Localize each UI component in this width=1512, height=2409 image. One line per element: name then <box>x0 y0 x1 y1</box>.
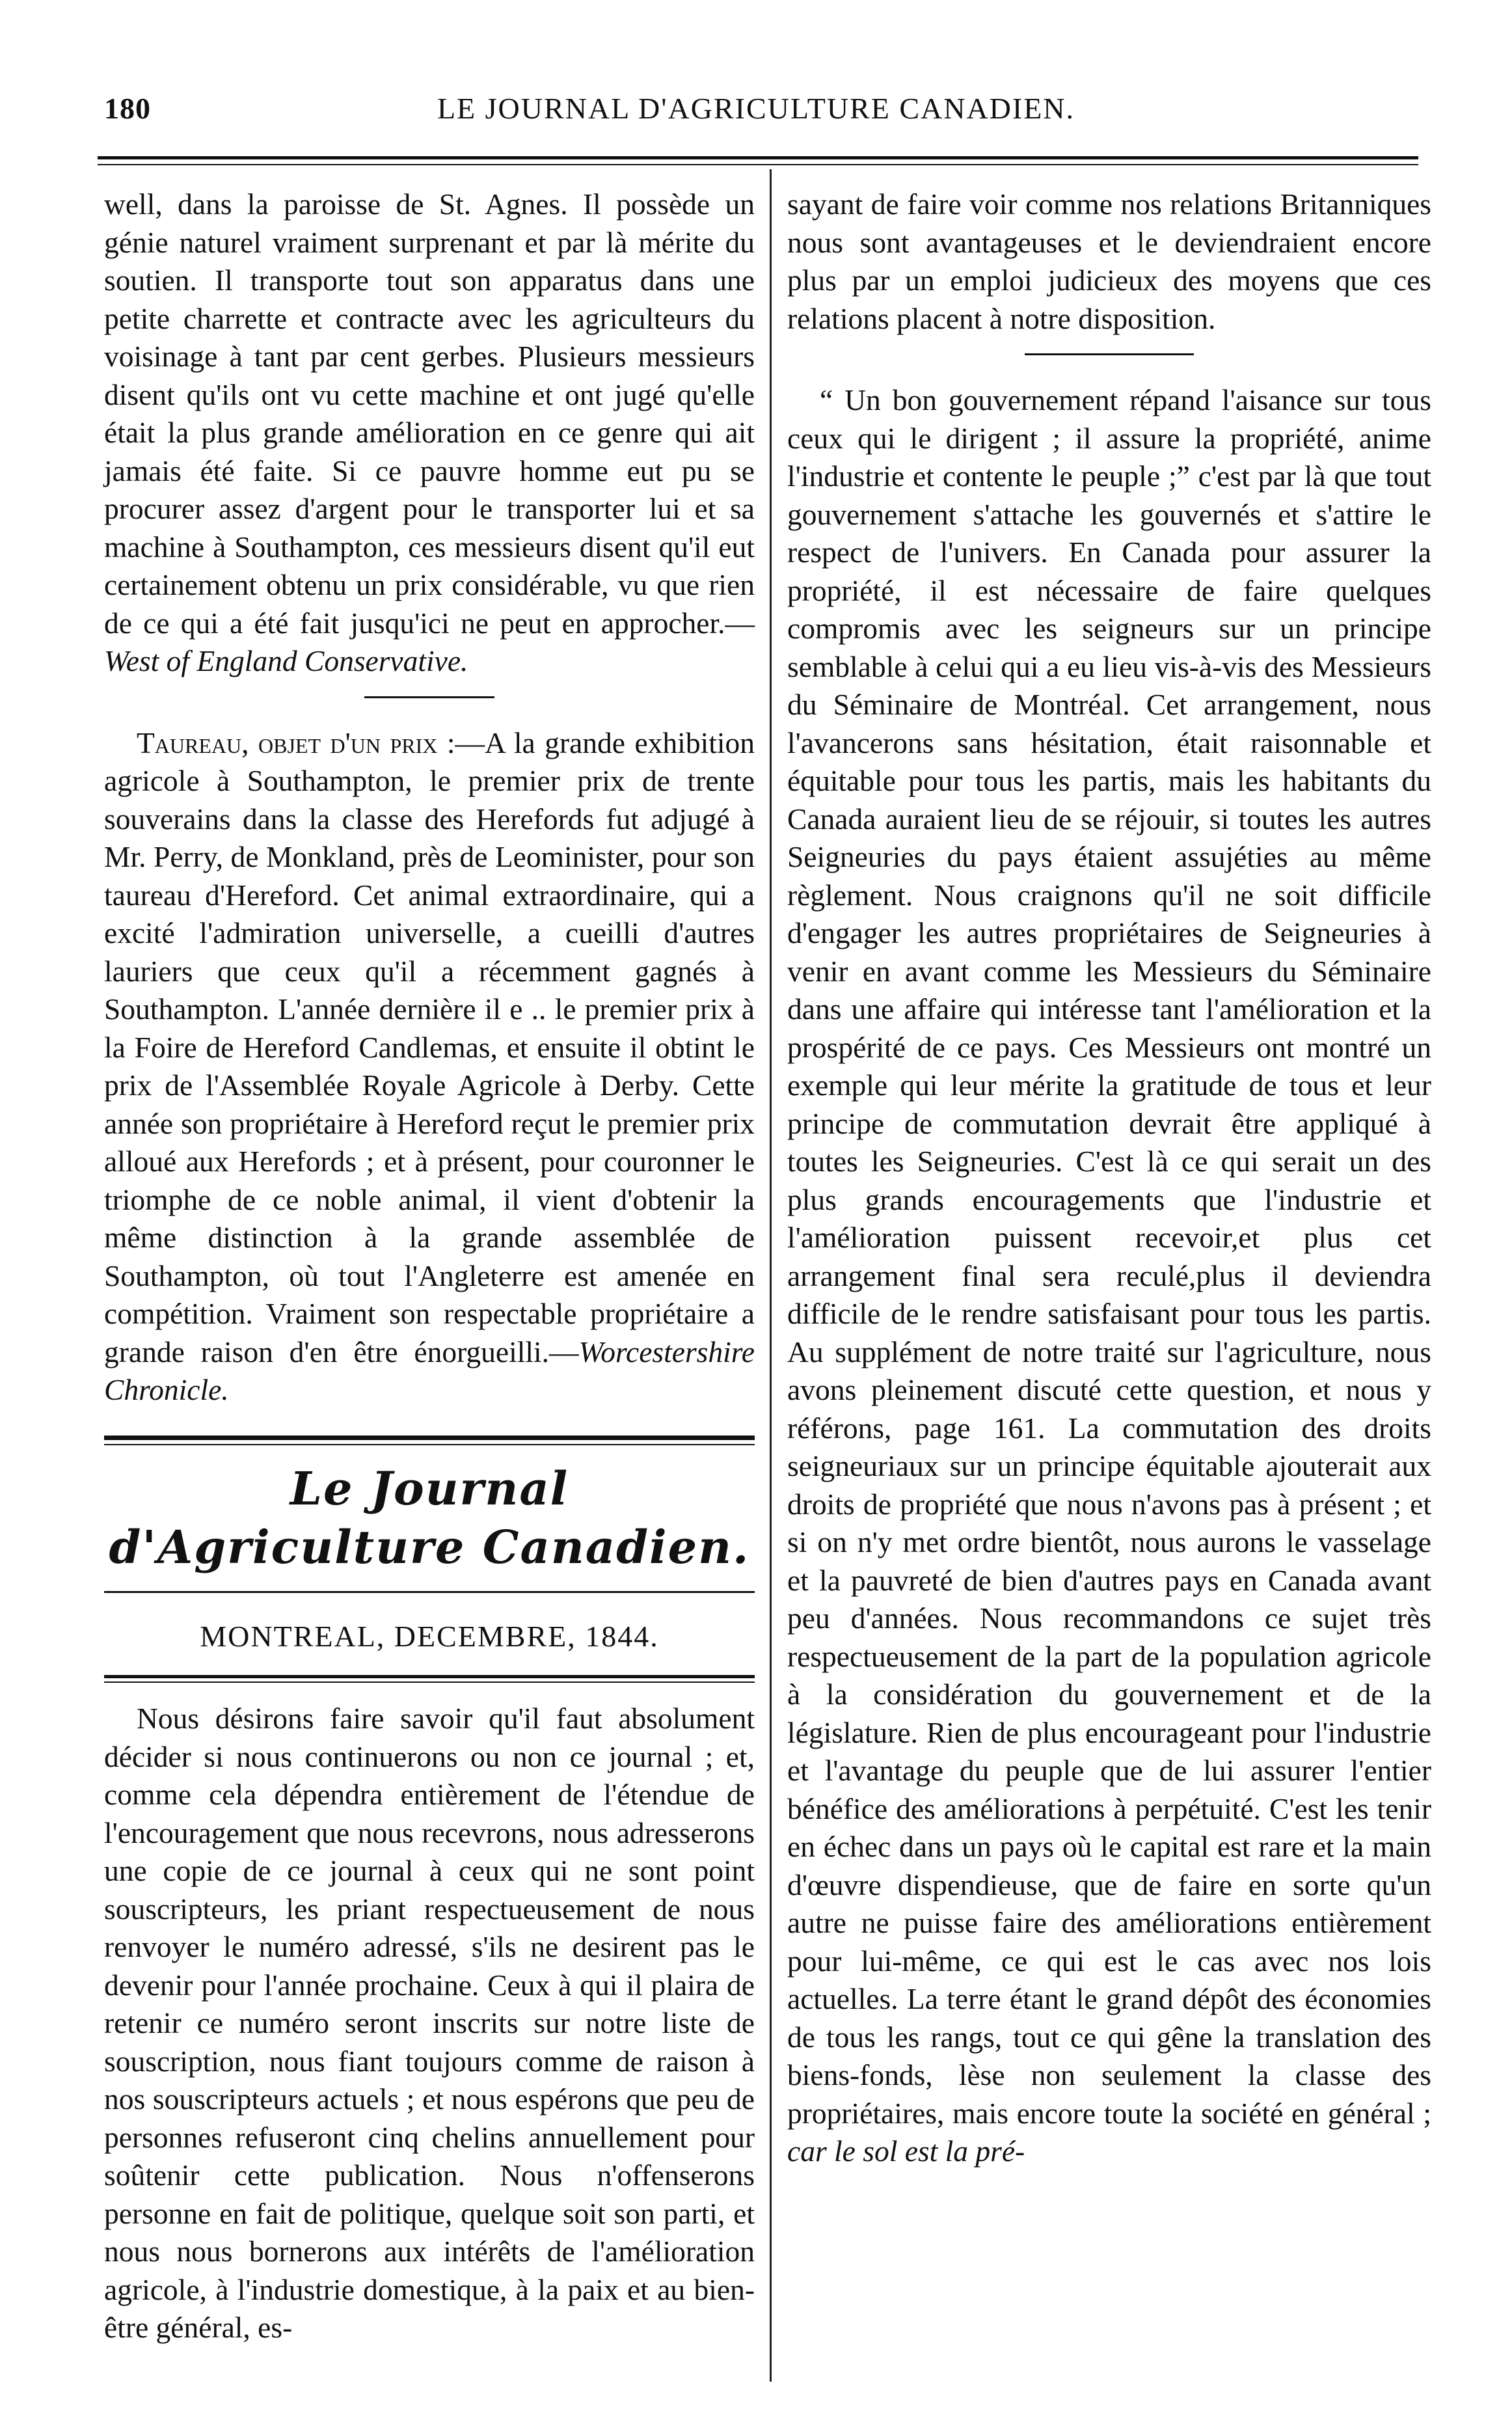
bull-prize-paragraph <box>104 724 755 1409</box>
masthead-top-rules <box>104 1436 755 1445</box>
header-rule-thick <box>98 156 1418 159</box>
seigneurial-text-tail: car le sol est la pré- <box>787 2134 1025 2168</box>
seigneurial-text: “ Un bon gouvernement répand l'aisance sur tous ceux qui le dirigent ; il assure la propriété, anime l'industrie et contente le peuple ;” c'est par là que tout gouvernement s'attache les gouvernés et s'attire le respect de l'univers. En Canada pour assurer la propriété, il est nécessaire de faire quelques compromis avec les seigneurs sur un principe semblable à celui qui a eu lieu vis-à-vis des Messieurs du Séminaire de Montréal. Cet arrangement, nous l'avancerons sans hésitation, était raisonnable et équitable pour tous les partis, mais les habitants du Canada auraient lieu de se réjouir, si toutes les autres Seigneuries du pays étaient assujéties au même règlement. Nous craignons qu'il ne soit difficile d'engager les autres propriétaires de Seigneuries à venir en avant comme les Messieurs du Séminaire dans une affaire qui intéresse tant l'amélioration et la prospérité de ce pays. Ces Messieurs ont montré un exemple qui leur mérite la gratitude de tous et leur principe de commutation devrait être appliqué à toutes les Seigneuries. C'est là ce qui serait un des plus grands encouragements que l'industrie et l'amélioration puissent recevoir,et plus cet arrangement final sera reculé,plus il deviendra difficile de le rendre satisfaisant pour tous les partis. Au supplément de notre traité sur l'agriculture, nous avons pleinement discuté cette question, et nous y référons, page 161. La commutation des droits seigneuriaux sur un principe équitable ajouterait aux droits de propriété que nous n'avons pas à présent ; et si on n'y met ordre bientôt, nous aurons le vasselage et la pauvreté de bien d'autres pays en Canada avant peu d'années. Nous recommandons ce sujet très respectueusement de la part de la population agricole à la considération du gouvernement et de la législature. Rien de plus encourageant pour l'industrie et l'avantage du peuple que de lui assurer l'entier bénéfice des améliorations à perpétuité. C'est les tenir en échec dans un pays où le capital est rare et la main d'œuvre dispendieuse, que de faire en sorte qu'un autre ne puisse faire des améliorations entièrement pour lui-même, ce qui est le cas avec nos lois actuelles. La terre étant le grand dépôt des économies de tous les rangs, tout ce qui gêne la translation des biens-fonds, lèse non seulement la classe des propriétaires, mais encore toute la société en général ; <box>787 383 1431 2130</box>
header-rule-thin <box>98 164 1418 165</box>
dateline-rules <box>104 1675 755 1683</box>
article-source: West of England Conservative. <box>104 644 468 677</box>
bull-prize-text: :—A la grande exhibition agricole à Southampton, le premier prix de trente souverains dans la classe des Herefords fut adjugé à Mr. Perry, de Monkland, près de Leominister, pour son taureau d'Hereford. Cet animal extraordinaire, qui a excité l'admiration universelle, a cueilli d'autres lauriers que ceux qu'il a récemment gagnés à Southampton. L'année dernière il e .. le premier prix à la Foire de Hereford Candlemas, et ensuite il obtint le prix de l'Assemblée Royale Agricole à Derby. Cette année son propriétaire à Hereford reçut le premier prix alloué aux Herefords ; et à présent, pour couronner le triomphe de ce noble animal, il vient d'obtenir la même distinction à la grande assemblée de Southampton, où tout l'Angleterre est amenée en compétition. Vraiment son respectable propriétaire a grande raison d'en être énorgueilli.— <box>104 726 755 1368</box>
article-continuation-paragraph <box>104 185 755 681</box>
left-column <box>104 185 755 2347</box>
editorial-continuation-paragraph: sayant de faire voir comme nos relations Britanniques nous sont avantageuses et le deviendraient encore plus par un emploi judicieux des moyens que ces relations placent à notre disposition. <box>787 187 1431 335</box>
bull-prize-heading: Taureau, objet d'un prix <box>137 726 438 759</box>
seigneurial-paragraph <box>787 381 1431 2171</box>
column-divider <box>770 169 772 2382</box>
right-column <box>787 185 1431 2171</box>
masthead-bottom-rule <box>104 1591 755 1593</box>
section-separator <box>1025 353 1194 355</box>
editorial-paragraph: Nous désirons faire savoir qu'il faut absolument décider si nous continuerons ou non ce journal ; et, comme cela dépendra entièrement de l'étendue de l'encouragement que nous recevrons, nous adresserons une copie de ce journal à ceux qui ne sont point souscripteurs, les priant respectueusement de nous renvoyer le numéro adressé, s'ils ne desirent pas le devenir pour l'année prochaine. Ceux à qui il plaira de retenir ce numéro seront inscrits sur notre liste de souscription, nous fiant toujours comme de raison à nos souscripteurs actuels ; et nous espérons que peu de personnes refuseront cinq chelins annuellement pour soûtenir cette publication. Nous n'offenserons personne en fait de politique, quelque soit son parti, et nous nous bornerons aux intérêts de l'amélioration agricole, à l'industrie domestique, à la paix et au bien-être général, es- <box>104 1702 755 2344</box>
article-continuation-text: well, dans la paroisse de St. Agnes. Il possède un génie naturel vraiment surprenant et par là mérite du soutien. Il transporte tout son apparatus dans une petite charrette et contracte avec les agriculteurs du voisinage à tant par cent gerbes. Plusieurs messieurs disent qu'ils ont vu cette machine et ont jugé qu'elle était la plus grande amélioration en ce genre qui ait jamais été faite. Si ce pauvre homme eut pu se procurer assez d'argent pour le transporter lui et sa machine à Southampton, ces messieurs disent qu'il eut certainement obtenu un prix considérable, vu que rien de ce qui a été fait jusqu'ici ne peut en approcher.— <box>104 187 755 640</box>
bull-prize-source: Worcestershire Chronicle. <box>104 1335 755 1406</box>
running-title: LE JOURNAL D'AGRICULTURE CANADIEN. <box>437 92 1075 125</box>
journal-masthead: Le Journal d'Agriculture Canadien. <box>109 1461 750 1574</box>
article-separator <box>364 696 494 698</box>
dateline: MONTREAL, DECEMBRE, 1844. <box>200 1619 659 1653</box>
page-number: 180 <box>104 92 151 125</box>
